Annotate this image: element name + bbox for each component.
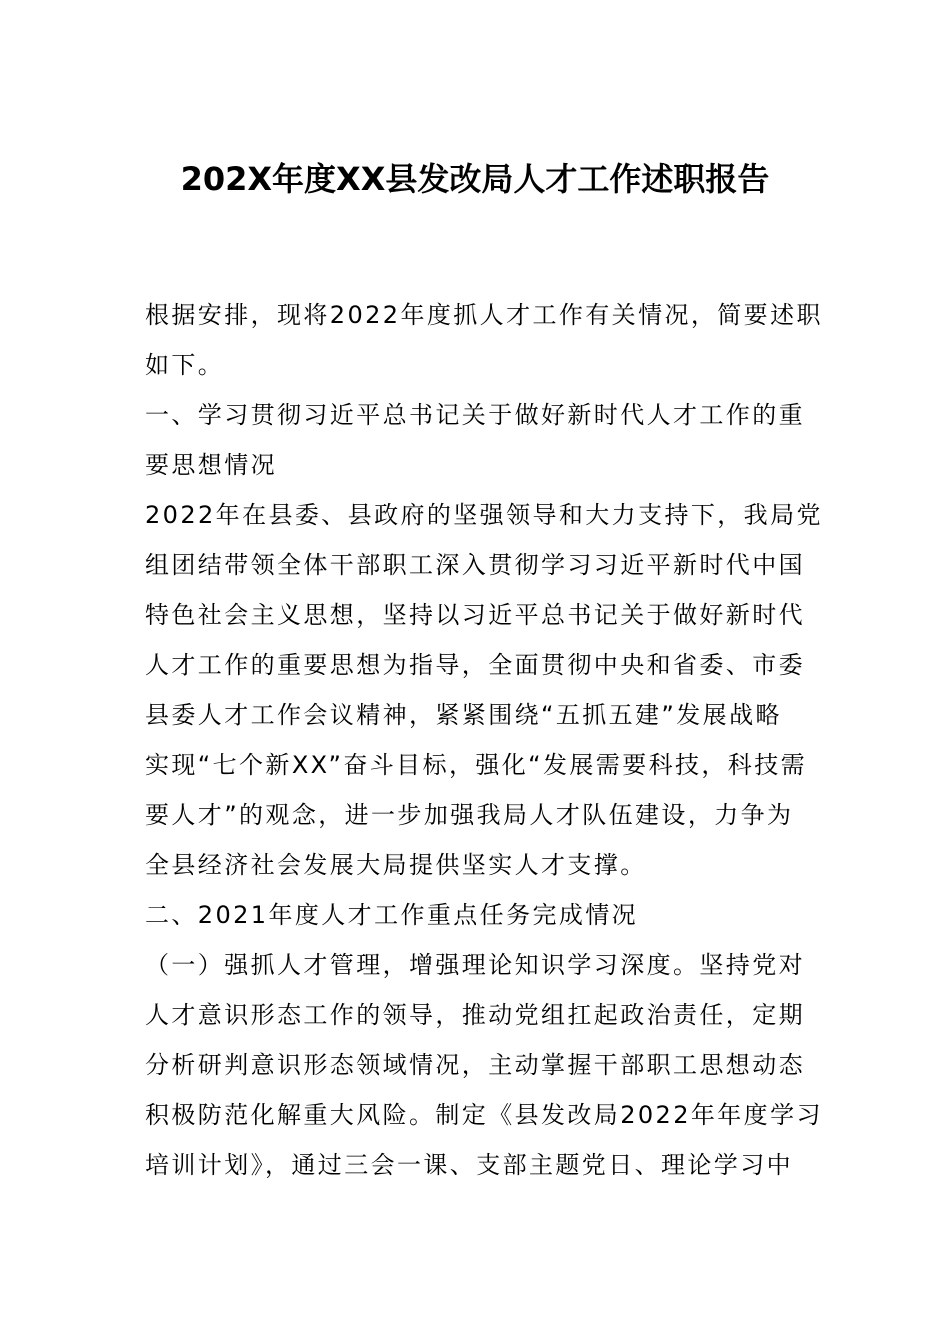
- paragraph-line: 人才意识形态工作的领导，推动党组扛起政治责任，定期: [145, 1001, 805, 1029]
- document-body: [145, 290, 823, 1190]
- paragraph-line: 要人才”的观念，进一步加强我局人才队伍建设，力争为: [145, 801, 794, 829]
- paragraph-line: 如下。: [145, 351, 225, 379]
- paragraph-line: 实现“七个新XX”奋斗目标，强化“发展需要科技，科技需: [145, 751, 808, 779]
- document-title: 202X年度XX县发改局人才工作述职报告: [180, 160, 770, 198]
- paragraph-line: 根据安排，现将2022年度抓人才工作有关情况，简要述职: [145, 301, 823, 329]
- section-heading-line: 一、学习贯彻习近平总书记关于做好新时代人才工作的重: [145, 401, 805, 429]
- section-heading-line: 二、2021年度人才工作重点任务完成情况: [145, 901, 639, 929]
- paragraph-line: 2022年在县委、县政府的坚强领导和大力支持下，我局党: [145, 501, 823, 529]
- paragraph-line: 特色社会主义思想，坚持以习近平总书记关于做好新时代: [145, 601, 805, 629]
- paragraph-line: 培训计划》，通过三会一课、支部主题党日、理论学习中: [145, 1151, 793, 1179]
- section-heading-line: 要思想情况: [145, 451, 277, 479]
- paragraph-line: （一）强抓人才管理，增强理论知识学习深度。坚持党对: [145, 951, 805, 979]
- paragraph-line: 积极防范化解重大风险。制定《县发改局2022年年度学习: [145, 1101, 823, 1129]
- paragraph-line: 全县经济社会发展大局提供坚实人才支撑。: [145, 851, 647, 879]
- paragraph-line: 人才工作的重要思想为指导，全面贯彻中央和省委、市委: [145, 651, 805, 679]
- paragraph-line: 组团结带领全体干部职工深入贯彻学习习近平新时代中国: [145, 551, 805, 579]
- paragraph-line: 县委人才工作会议精神，紧紧围绕“五抓五建”发展战略: [145, 701, 782, 729]
- paragraph-line: 分析研判意识形态领域情况，主动掌握干部职工思想动态: [145, 1051, 805, 1079]
